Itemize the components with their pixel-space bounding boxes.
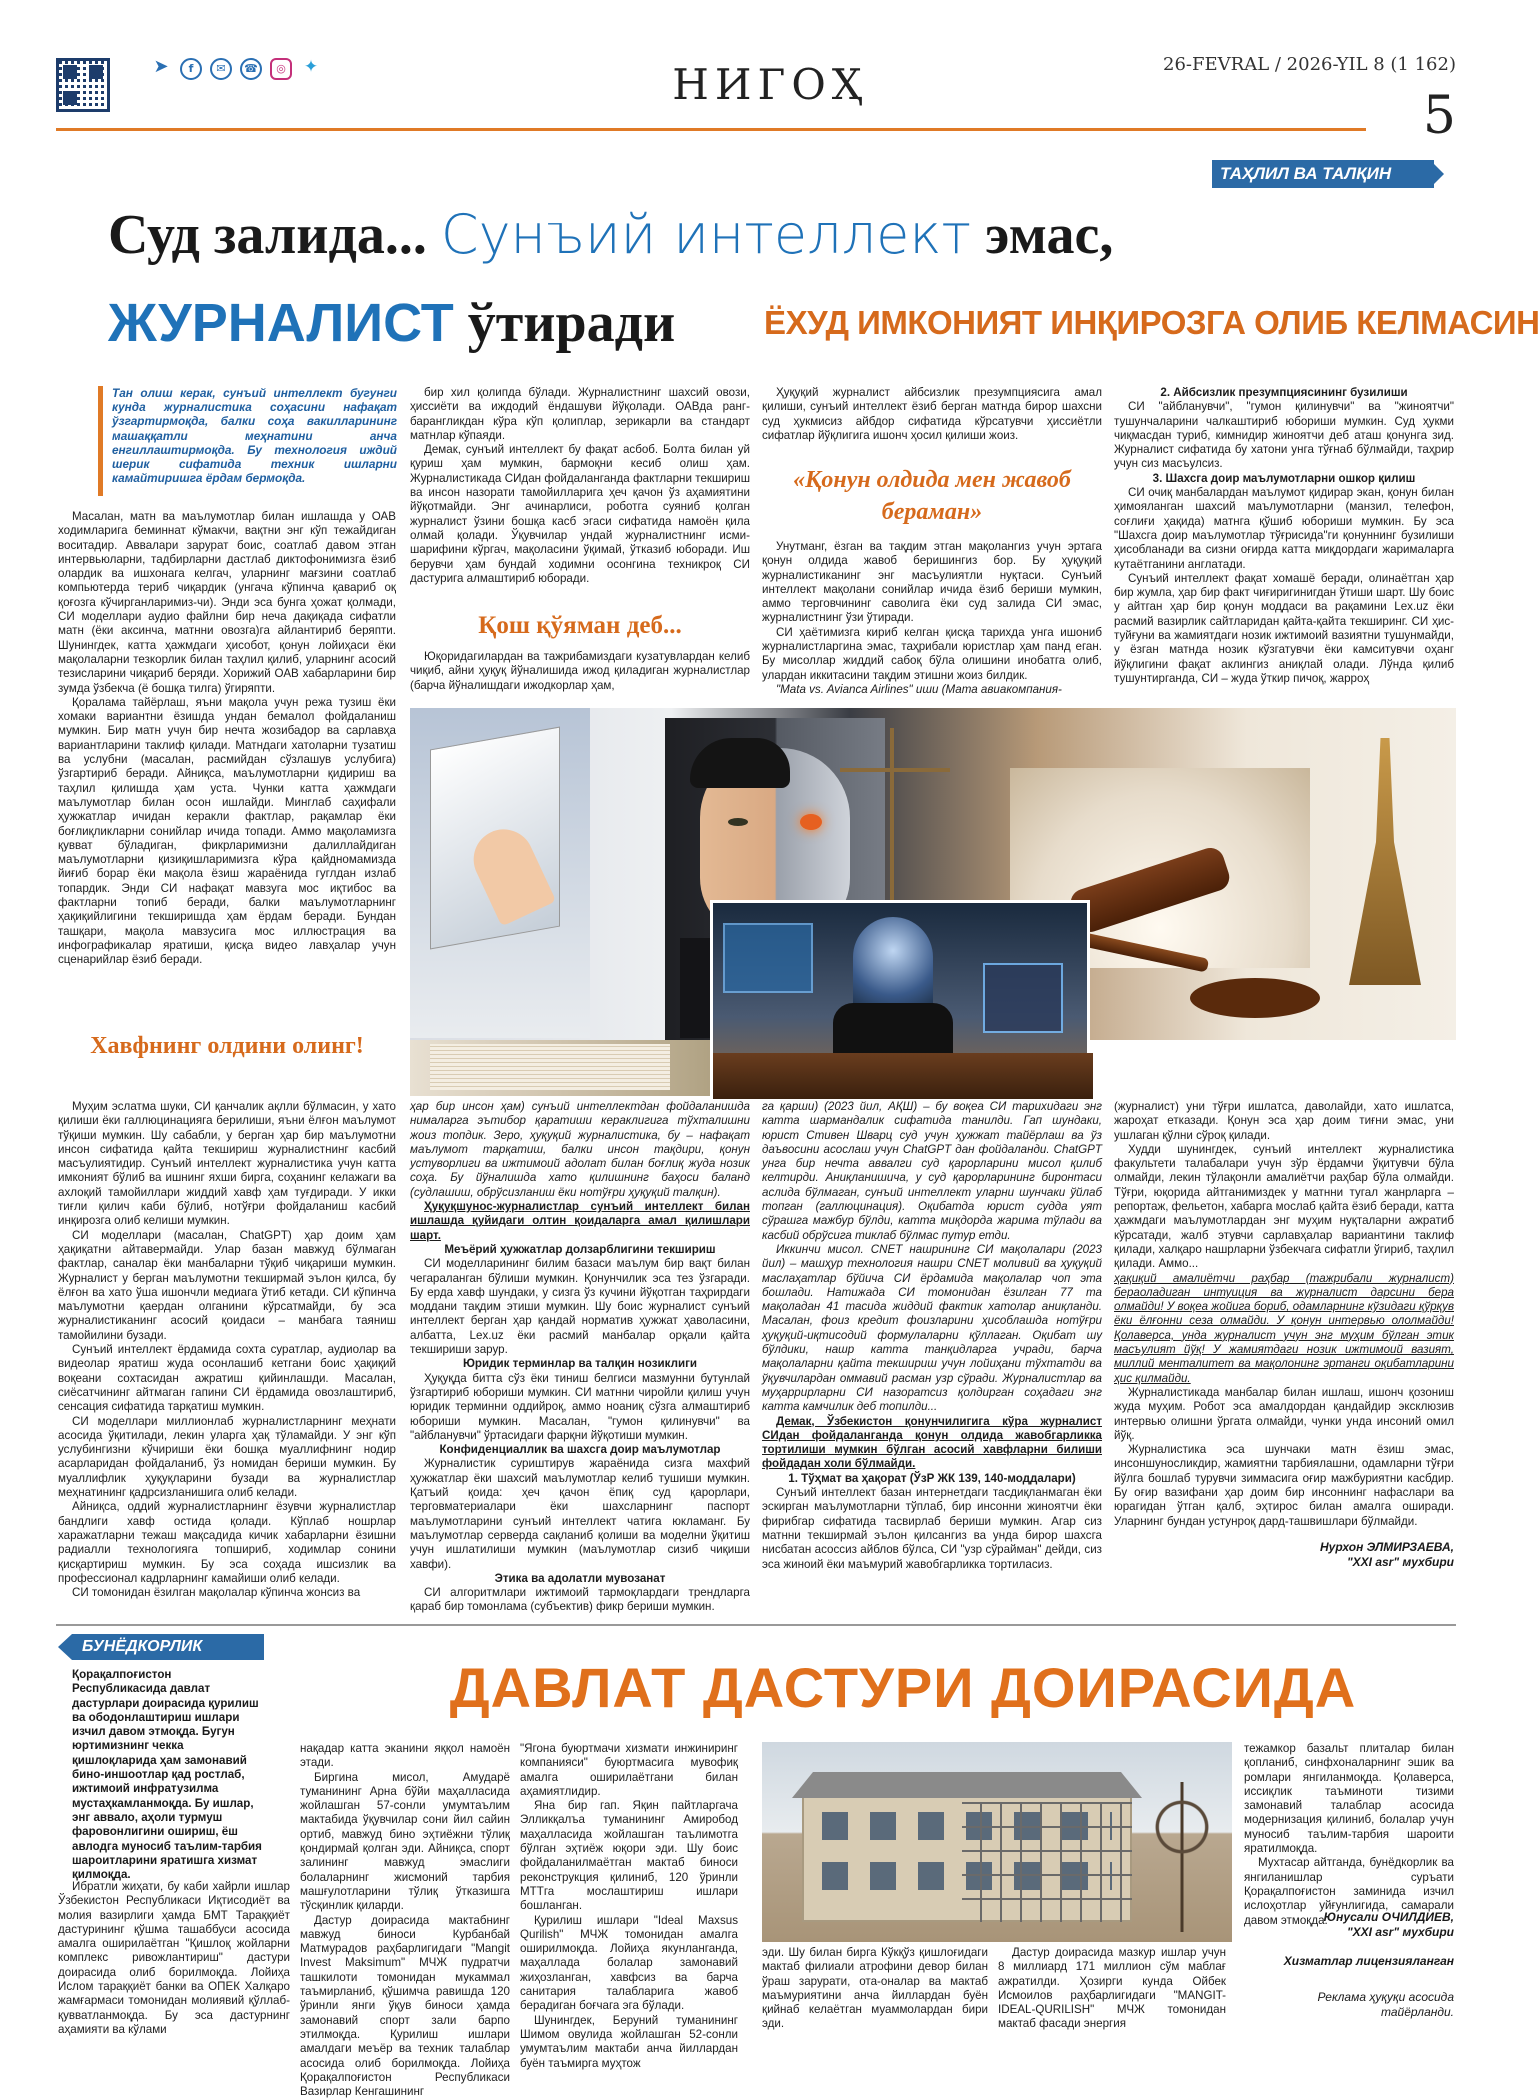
article1b-col4: (журналист) уни тўғри ишлатса, даволайди, хато ишлатса, жароҳат етказади. Қонун эса ҳар доим тиғни эмас, уни ушлаган қўлни сўроқ қилади. Худди шунингдек, сунъий интеллект журналистика факультети талабалари учун зўр ёрдамчи ўқитувчи бўла олмайди, лекин тўлақонли амалиётчи раҳбар бўла олмайди. Тўғри, юқорида айтганимиздек у матнни тугал жанрларга – репортаж, фельетон, хабарга мослаб қайта ёзиб беради, катта ҳажмдаги маълумотлардан энг муҳим нуқталарни ажратиб кўрсатади, жалб этувчи сарлавҳалар вариантини таклиф қилади, халқаро нашрларни ўзбекчага сифатли ўгириб, таҳлил қилади. Аммо... ҳақиқий амалиётчи раҳбар (тажрибали журналист) бераоладиган интуиция ва журналист дарсини бера олмайди! У воқеа жойига бориб, одамларнинг кўзидаги қўрқув ёки ёлғонни сеза олмайди. У қонун интервью ололмайди! Қолаверса, унда журналист учун энг муҳим бўлган этик масъулият йўқ! У жамиятдаги нозик ижтимоий вазият, миллий менталитет ва мақолонинг эртанги оқибатларини ҳис қилмайди. Журналистикада манбалар билан ишлаш, ишонч қозониш жуда муҳим. Робот эса амалдордан қандайдир эксклюзив интервью олишни ўргата олмайди, чунки унда инсоний омил йўқ. Журналистика эса шунчаки матн ёзиш эмас, инсоншуносликдир, жамиятни тарбиялашни, одамларни тўғри йўлга бошлаб турувчи зиммасига оғир мажбуриятни касбдир. Бу оғир вазифани ҳар доим бир инсоннинг нафаслари ва юрагидан ўтган қалб, эҳтирос билан амалга оширади. Уларнинг бундан устунроқ дард-ташвишлари бўлмайди.	[1114, 1100, 1454, 1528]
article1-author: Нурхон ЭЛМИРЗАЕВА, "XXI asr" мухбири	[1320, 1540, 1454, 1569]
article1-col1: Масалан, матн ва маълумотлар билан ишлашда у ОАВ ходимларига беминнат кўмакчи, вақтни энг кўп тежайдиган воситадир. Аввалари зарурат боис, соатлаб давом этган интервьюларни, тадбирларни дастлаб диктофонимизга ёзиб олардик ва ишхонага келгач, уларнинг мағзини соатлаб компьютерда териб чиқардик (унгача кўпинча қавариб оқ қоғозга кўчирганларимиз-чи). Энди эса бунга ҳожат қолмади, СИ моделлари аудио файлни бир неча дақиқада сифатли матн (ёки аксинча, матнни овозга)га айлантириб беряпти. Шунингдек, катта ҳажмдаги ҳисобот, қонун лойиҳаси ёки мақолаларни тезкорлик билан таҳлил қилиб, уларнинг асосий тезисларини чиқариб беряди. Хорижий ОАВ хабарларини бир зумда ўзбекча (ё бошқа тилга) ўгиряпти. Қоралама тайёрлаш, яъни мақола учун режа тузиш ёки хомаки вариантни ёзишда ундан бемалол фойдаланиш мумкин. Бир матн учун бир нечта жозибадор ва сарлавҳа вариантларини таклиф қилади. Матндаги хатоларни тузатиш ва услубни (масалан, расмийдан сўзлашув услубига) ўзгартириб беради. Айниқса, маълумотларни қидириш ва таҳлил қилишда ҳам уста. Чунки катта ҳажмдаги маълумотлар билан осон ишлайди. Минглаб саҳифали ҳужжатлар ичидан керакли фактлар, рақамлар ёки боғлиқликларни сонийлар ичида топади. Аммо мақоламизга қувват бўладиган, фикрларимизни далиллайдиган маълумотларни қизиқишларимизга кўра қайдномамизда йиғиб борар ёки мақола ёзиш жараёнида гуглдан излаб топардик. Энди СИ нафақат мавзуга мос иқтибос ва фактларни топиб беради, балки маълумотларнинг ҳақиқийлигини текширишда ҳам ёрдам беради. Бундан ташқари, мақола мавзусига мос иллюстрация ва инфографикалар яратиши, қисқа видео лавҳалар учун сценарийлар ёзиб беради.	[58, 510, 396, 967]
title-part4: ЖУРНАЛИСТ	[108, 293, 454, 353]
documents-photo	[410, 1040, 710, 1096]
section-divider	[56, 1624, 1456, 1626]
title-part2: Сунъий интеллект	[440, 203, 972, 266]
masthead: НИГОҲ	[672, 60, 868, 109]
article2-lead: Қорақалпоғистон Республикасида давлат дастурлари доирасида қурилиш ва ободонлаштириш ишлари изчил давом этмоқда. Бугун юртимизнинг чекка қишлоқларида ҳам замонавий бино-иншоотлар қад ростлаб, ижтимоий инфратузилма мустаҳкамланмоқда. Бу ишлар, энг аввало, аҳоли турмуш фаровонлигини ошириш, ёш авлодга муносиб таълим-тарбия шароитларини яратишга хизмат қилмоқда.	[72, 1668, 262, 1882]
article-title-line2	[108, 290, 675, 356]
article2-col2: нақадар катта эканини яққол намоён этади. Биргина мисол, Амударё туманининг Арна бўйи маҳалласида жойлашган 57-сонли умумтаълим мактабида ўқувчилар сони йил сайин ортиб, мавжуд бино эҳтиёжни тўлиқ қондирмай қолган эди. Айниқса, спорт залининг мавжуд эмаслиги болаларнинг жисмоний тарбия машғулотларини тўлиқ ўтказишга тўсқинлик қиларди. Дастур доирасида мактабнинг мавжуд биноси Курбанбай Матмурадов раҳбарлигидаги "Mangit Invest Maksimum" МЧЖ пудратчи ташкилоти томонидан мукаммал таъмирланиб, қўшимча равишда 120 ўринли янги ўқув биноси ҳамда замонавий спорт зали барпо этилмоқда. Қурилиш ишлари амалдаги меъёр ва техник талаблар асосида олиб борилмоқда. Лойиҳа Қорақалпоғистон Республикаси Вазирлар Кенгашининг	[300, 1742, 510, 2099]
instagram-icon[interactable]: ◎	[270, 58, 292, 80]
twitter-icon[interactable]: ✦	[303, 57, 319, 77]
article2-col1: Ибратли жиҳати, бу каби хайрли ишлар Ўзбекистон Республикаси Иқтисодиёт ва молия вазирлиги ҳамда БМТ Тараққиёт дастурининг қўшма ташаббуси асосида амалга оширилаётган "Қишлоқ жойларни комплекс ривожлантириш" дастури доирасида олиб борилмоқда. Лойиҳа Ислом тараққиёт банки ва ОПЕК Халқаро жамғармаси томонидан молиявий қўллаб-қувватланмоқда. Бу эса дастурнинг аҳамияти ва кўлами	[58, 1880, 290, 2036]
article2-col3: "Ягона буюртмачи хизмати инжиниринг компанияси" буюртмасига мувофиқ амалга оширилаётгани билан аҳамиятлидир. Яна бир гап. Яқин пайтларгача Элликқалъа туманининг Амиробод маҳалласида жойлашган таълимотга бўлган эҳтиёж юқори эди. Шу боис фойдаланилмаётган мактаб биноси реконструкция қилиниб, 120 ўринли МТТга мослаштириш ишлари бошланган. Қурилиш ишлари "Ideal Maxsus Qurilish" МЧЖ томонидан амалга оширилмоқда. Лойиҳа якунланганда, маҳаллада болалар замонавий жиҳозланган, хавфсиз ва барча санитария талабларига жавоб берадиган боғчага эга бўлади. Шунингдек, Беруний туманининг Шимом овулида жойлашган 52-сонли умумтаълим мактаби анча йиллардан буён таъмирга муҳтож	[520, 1742, 738, 2070]
title-part3: эмас,	[985, 204, 1114, 266]
article2-photo-col2: Дастур доирасида мазкур ишлар учун 8 миллиард 171 миллион сўм маблағ ажратилди. Ҳозирги кунда Ойбек Исмоилов раҳбарлигидаги "MANGIT-IDEAL-QURILISH" МЧЖ томонидан мактаб фасади энергия	[998, 1946, 1226, 2031]
email-icon[interactable]: ✉	[210, 58, 232, 80]
article2-photo-col1: эди. Шу билан бирга Кўкқўз қишлоғидаги мактаб филиали атрофини девор билан ўраш зарурати, ота-оналар ва мактаб маъмуриятини анча йиллардан буён қийнаб келаётган муаммолардан бири эди.	[762, 1946, 988, 2031]
issue-date: 26-FEVRAL / 2026-YIL 8 (1 162)	[1163, 54, 1456, 75]
page-number: 5	[1422, 86, 1456, 146]
article1-col4: 2. Айбсизлик презумпциясининг бузилиши СИ "айбланувчи", "гумон қилинувчи" ва "жиноятчи" тушунчаларини чалкаштириб юбориши мумкин. Суд ҳукми чиқмасдан туриб, кимнидир жиноятчи деб аташ қонунга зид. Журналист сифатида бу хатони унга тўғнаб бўлмайди, таҳрир учун сиз масъулсиз. 3. Шахсга доир маълумотларни ошкор қилиш СИ очиқ манбалардан маълумот қидирар экан, қонун билан ҳимояланган шахсий маълумотларни (манзил, телефон, соғлиғи ҳақида) матнга қўшиб юбориши мумкин. Бу эса "Шахсга доир маълумотлар тўғрисида"ги қонуннинг бузилиши ҳисобланади ва сизни оғирда катта миқдордаги жарималарга кутаётганини англатади. Сунъий интеллект фақат хомашё беради, олинаётган ҳар бир жумла, ҳар бир факт чиғиригинигдан ўтиши шарт. Шу боис у айтган ҳар бир қонун моддаси ва рақамини Lex.uz ёки расмий вазирлик сайтларидан қайта-қайта текширинг. СИ ҳис-туйғуни ва жамиятдаги нозик ижтимоий вазиятни тушунмайди, у ёзган матнда нозик кўзгатувчи ёки камситувчи оҳанг йўқлигини фақат аклингиз аниқлай олади. Лўнда қилиб тушунтирганда, СИ – жуда ўткир пичоқ, жарроҳ	[1114, 386, 1454, 685]
telegram-icon[interactable]: ➤	[153, 56, 169, 77]
section-tag: ТАҲЛИЛ ВА ТАЛҚИН	[1212, 160, 1434, 188]
ai-court-inset	[710, 900, 1090, 1096]
col1-heading: Хавфнинг олдини олинг!	[90, 1033, 364, 1059]
col2-heading: Қош қўяман деб...	[478, 612, 682, 639]
article1-col2: бир хил қолипда бўлади. Журналистнинг шахсий овози, ҳиссиёти ва иждодий ёндашуви йўқолади. ОАВда ранг-барангликдан кўра кўп қолиплар, зерикарли ва стандарт матнлар кўпаяди. Демак, сунъий интеллект бу фақат асбоб. Болта билан уй қуриш ҳам мумкин, бармоқни кесиб олиш ҳам. Журналистикада СИдан фойдаланганда фактларни текшириш ва инсон назорати тамойилларига ҳеч қачон ўз аҳамиятини йўқотмайди. Энг ачинарлиси, роботга суяниб қолган журналист ўзини бошқа касб эгаси сифатида намоён қила олмай қолади. Ўқувчилар ундай журналистнинг исми-шарифини кўргач, мақоласини ўқимай, ўтказиб юборади. Иш берувчи ҳам бундай ходимни осонгина техникроқ СИ дастурига алмаштириб юборади.	[410, 386, 750, 585]
article2-col5: тежамкор базальт плиталар билан қопланиб, синфхоналарнинг эшик ва ромлари янгиланмоқда. Қолаверса, иссиқлик таъминоти тизими замонавий талаблар асосида модернизация қилиниб, болалар учун муносиб таълим-тарбия шароити яратилмоқда. Мухтасар айтганда, бунёдкорлик ва янгиланишлар суръати Қорақалпоғистон заминида изчил ислоҳотлар уйғунлигида, самарали давом этмоқда.	[1244, 1742, 1454, 1927]
header-rule	[56, 128, 1366, 131]
ad-note: Реклама ҳуқуқи асосида тайёрланди.	[1317, 1990, 1454, 2019]
section-arrow-icon	[1430, 160, 1444, 188]
col3-heading: «Қонун олдида мен жавоб бераман»	[793, 467, 1071, 525]
article1-col3b: Унутманг, ёзган ва тақдим этган мақолангиз учун эртага қонун олдида жавоб беришингиз бор. Бу ҳуқуқий журналистиканинг энг масъулиятли нуқтаси. Сунъий интеллект мақолани сонийлар ичида ёзиб бериши мумкин, аммо терговчининг саволига ёки суд залида СИ эмас, журналистнинг ўзи ўтиради. СИ ҳаётимизга кириб келган қисқа тарихда унга ишониб журналистларгина эмас, таҳрибали юристлар ҳам панд еган. Бу мисоллар жиддий сабоқ бўла олишини инобатга олиб, улардан иккитасини тақдим этишни жоиз билдик. "Mata vs. Avianca Airlines" иши (Мата авиакомпания-	[762, 540, 1102, 696]
facebook-icon[interactable]: f	[180, 58, 202, 80]
article-subtitle: ЁХУД ИМКОНИЯТ ИНҚИРОЗГА ОЛИБ КЕЛМАСИН	[764, 304, 1539, 341]
section2-tag: БУНЁДКОРЛИК	[72, 1634, 264, 1660]
article1b-col3: га қарши) (2023 йил, АҚШ) – бу воқеа СИ тарихидаги энг катта шармандалик сифатида танилди. Гап шундаки, юрист Стивен Шварц суд учун ҳужжат тайёрлаш ва ўз даъвосини асослаш учун ChatGPT дан фойдаланди. ChatGPT унга бир нечта аввалги суд қарорларини мисол қилиб келтирди. Аниқланишича, у суд қарорларининг биронтаси аслида бўлмаган, сунъий интеллект уларни шунчаки ўйлаб топган (галлюцинация). Оқибатда юрист судда уят сўрашга мажбур бўлди, катта миқдорда жарима тўлади ва касбий обрўсига тиклаб бўлмас путур етди. Иккинчи мисол. CNET нашрининг СИ мақолалари (2023 йил) – машҳур технология нашри CNET моливий ва ҳуқуқий маслаҳатлар бўйича СИ ёрдамида мақолалар чоп эта бошлади. Натижада СИ томонидан ёзилган 77 та мақоладан 41 тасида жиддий фактик хатолар аниқланди. Масалан, фоиз кредит фоизларини ҳисоблашда нотўғри ҳуқуқий-иқтисодий формулаларни қўллаган. Оқибат шу бўлдики, нашр катта танқидларга учради, барча мақолаларни қайта текшириш учун лойиҳани тўхтатди ва ўқувчилардан оммавий расман узр сўради. Журналистлар ва муҳаррирларни СИ назоратсиз қолдирган соҳадаги энг катта камчилик деб топилди... Демак, Ўзбекистон қонунчилигига кўра журналист СИдан фойдаланганда қонун олдида жавобгарликка тортилиши мумкин бўлган асосий хавфларни билиши фойдадан холи бўлмайди. 1. Тўҳмат ва ҳақорат (ЎзР ЖК 139, 140-моддалари) Сунъий интеллект базан интернетдаги тасдиқланмаган ёки эскирган маълумотларни тўплаб, бир инсонни жиноятчи ёки фирибгар сифатида тасвирлаб бериши мумкин. Агар сиз матнни текширмай эълон қилсангиз ва унда бирор шахсга нисбатан асоссиз айблов бўлса, СИ "узр сўрайман" дейди, сиз эса жиноий ёки маъмурий жавобгарликка тортиласиз.	[762, 1100, 1102, 1571]
section2-arrow-icon	[58, 1634, 72, 1660]
article1b-col2: ҳар бир инсон ҳам) сунъий интеллектдан фойдаланишда нималарга эътибор қаратиши кераклигига тўхталишни жоиз топдик. Зеро, ҳуқуқий журналистика, бу – нафақат маълумот тарқатиш, балки инсон тақдири, қонун устуворлиги ва ижтимоий адолат билан боғлиқ жуда нозик соҳа. Бу йўналишда хато қилишнинг баҳоси баланд (судлашиш, обрўсизланиш ёки нотўғри ҳуқуқий талқин). Ҳуқуқшунос-журналистлар сунъий интеллект билан ишлашда қуйидаги олтин қоидаларга амал қилишлари шарт. Меъёрий ҳужжатлар долзарблигини текшириш СИ моделларининг билим базаси маълум бир вақт билан чегараланган бўлиши мумкин. Қонунчилик эса тез ўзгаради. Бу ерда хавф шундаки, у сизга ўз кучини йўқотган таҳрирдаги моддани тақдим этиши мумкин. Шу боис журналист сунъий интеллект берган ҳар қандай норматив ҳужжат ҳаволасини, албатта, Lex.uz ёки расмий манбалар орқали қайта текшириши зарур. Юридик терминлар ва талқин нозиклиги Ҳуқуқда битта сўз ёки тиниш белгиси мазмунни бутунлай ўзгартириб юбориши мумкин. СИ матнни чиройли қилиш учун юридик терминни оддийроқ, аммо ноаниқ сўзга алмаштириб юбориши мумкин. Масалан, "гумон қилинувчи" ва "айбланувчи" ўртасидаги фарқни йўқотиши мумкин. Конфиденциаллик ва шахсга доир маълумотлар Журналистик суриштирув жараёнида сизга махфий ҳужжатлар ёки шахсий маълумотлар келиб тушиши мумкин. Қатъий қоида: ҳеч қачон ёпиқ суд қарорлари, терговматериалари ёки шахсларнинг паспорт маълумотларини сунъий интеллект чатига юкламанг. Бу маълумотлар серверда сақланиб қолиши ва моделни ўқитиш учун ишлатилиши мумкин (маълумотлар сизиб чиқиши хавфи). Этика ва адолатли мувозанат СИ алгоритмлари ижтимоий тармоқлардаги трендларга қараб бир томонлама (субъектив) фикр бериши мумкин.	[410, 1100, 750, 1614]
article-title-line1	[108, 202, 1113, 268]
article2-author: Юнусали ОЧИЛДИЕВ, "XXI asr" мухбири	[1323, 1910, 1454, 1939]
article1-col2b: Юқоридагилардан ва тажрибамиздаги кузатувлардан келиб чиқиб, айни ҳуқуқ йўналишида ижод қиладиган журналистлар (барча йўналишдаги ижодкорлар ҳам,	[410, 650, 750, 692]
qr-code[interactable]	[56, 58, 110, 112]
article1-col3: Ҳуқуқий журналист айбсизлик презумпциясига амал қилиши, сунъий интеллект ёзиб берган матнда бирор шахсни суд ҳукмисиз айбдор сифатида кўрсатувчи ҳиссиётли сифатлар йўқлигига ишонч ҳосил қилиши жоиз.	[762, 386, 1102, 442]
license-note: Хизматлар лицензияланган	[1283, 1954, 1454, 1968]
title-part1: Суд залида...	[108, 204, 427, 266]
article1b-col1: Муҳим эслатма шуки, СИ қанчалик ақлли бўлмасин, у хато қилиши ёки галлюцинацияга берилиши, яъни ёлғон маълумот тўқиши мумкин. Шу сабабли, у берган ҳар бир маълумотни инсон сифатида қайта текшириш журналистнинг касбий масъулиятидир. Сунъий интеллект журналистика учун катта имконият бўлиб ва ишнинг яхши бирга, соҳанинг келажаги ва ахлоқий тамойиллари жиддий хавф ҳам туғдиради. У икки тиғли қилич каби бўлиб, нотўғри фойдаланиш касбий инқирозга олиб келиши мумкин. СИ моделлари (масалан, ChatGPT) ҳар доим ҳам ҳақиқатни айтавермайди. Улар базан мавжуд бўлмаган фактлар, саналар ёки манбаларни тўқиб чиқариши мумкин. Журналист у берган маълумотни текширмай эълон қилса, бу ёлғон ва хато ўша ишончли медиага ўтиб кетади. СИ кўпинча маълумотни қаердан олганини кўрсатмайди, бу эса журналистиканинг асосий қоидаси – манбага таяниш тамойилини бузади. Сунъий интеллект ёрдамида сохта суратлар, аудиолар ва видеолар яратиш жуда осонлашиб кетгани боис ҳақиқий воқеани сохтасидан ажратиш қийинлашди. Масалан, сиёсатчининг айтмаган гапини СИ ёрдамида овозлаштириб, сенсация сифатида тарқатиш мумкин. СИ моделлари миллионлаб журналистларнинг меҳнати асосида ўқитилади, лекин уларга ҳақ тўламайди. У энг кўп услубингизни кўчириши ёки бошқа муаллифнинг нодир асарларидан фойдаланиб, ўз номидан бериши мумкин. Бу муаллифлик ҳуқуқларини бузади ва журналистлар меҳнатининг қадрсизланишига олиб келади. Айниқса, оддий журналистларнинг ёзувчи журналистлар бандлиги хавф остида қолади. Кўплаб ношрлар харажатларни тежаш мақсадида кичик хабарларни ёзишни радиалли технологияга топшириб, ходимлар сонини қисқартириш мумкин. Бу эса соҳада ишсизлик ва профессионал кадрларнинг камайиши олиб келади. СИ томонидан ёзилган мақолалар кўпинча жонсиз ва	[58, 1100, 396, 1600]
phone-icon[interactable]: ☎	[240, 58, 262, 80]
title-part5: ўтиради	[467, 292, 676, 354]
lead-accent	[98, 386, 103, 496]
article2-title: ДАВЛАТ ДАСТУРИ ДОИРАСИДА	[449, 1656, 1357, 1719]
building-photo	[762, 1742, 1232, 1942]
article-lead: Тан олиш керак, сунъий интеллект бугунги кунда журналистика соҳасини нафақат ўзгартирмоқда, балки соҳа вакилларининг машаққатли меҳнатини анча енгиллаштирмоқда. Бу технология иждий шерик сифатида техник ишларни камайтиришга ёрдам бермоқда.	[112, 386, 397, 486]
